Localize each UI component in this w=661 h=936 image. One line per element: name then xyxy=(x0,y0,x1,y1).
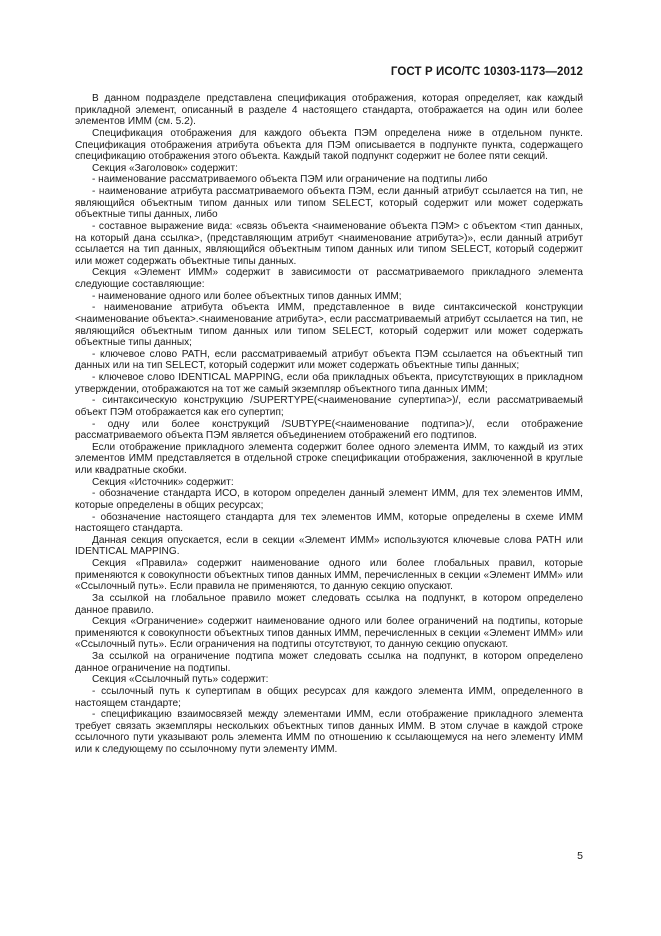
paragraph: - наименование атрибута рассматриваемого объекта ПЭМ, если данный атрибут ссылается на тип, не являющийся объектным типом данных или типом SELECT, который содержит или может содержать объектные типы данных, либо xyxy=(75,186,583,221)
paragraph: - одну или более конструкций /SUBTYPE(<наименование подтипа>)/, если отображение рассматриваемого объекта ПЭМ является объединением отображений его подтипов. xyxy=(75,418,583,442)
paragraph: Секция «Элемент ИММ» содержит в зависимости от рассматриваемого прикладного элемента следующие составляющие: xyxy=(75,267,583,290)
paragraph: Секция «Ограничение» содержит наименование одного или более ограничений на подтипы, которые применяются к совокупности объектных типов данных ИММ, перечисленных в секции «Элемент ИММ» или «Ссылочный путь». Если ограничения на подтипы отсутствуют, то данную секцию опускают. xyxy=(75,616,583,651)
paragraph: Если отображение прикладного элемента содержит более одного элемента ИММ, то каждый из этих элементов ИММ представляется в отдельной строке спецификации отображения, заключенной в круглые или квадратные скобки. xyxy=(75,441,583,476)
paragraph: - наименование рассматриваемого объекта ПЭМ или ограничение на подтипы либо xyxy=(92,174,488,186)
paragraph: Спецификация отображения для каждого объекта ПЭМ определена ниже в отдельном пункте. Спецификация отображения атрибута объекта для ПЭМ описывается в подпункте пункта, содержащего спецификацию отображения этого объекта. Каждый такой подпункт содержит не более пяти секций. xyxy=(75,127,583,163)
paragraph: Данная секция опускается, если в секции «Элемент ИММ» используются ключевые слова PATH или IDENTICAL MAPPING. xyxy=(75,534,583,558)
paragraph: Секция «Ссылочный путь» содержит: xyxy=(92,674,269,686)
page-number: 5 xyxy=(577,850,583,862)
paragraph: - ключевое слово PATH, если рассматриваемый атрибут объекта ПЭМ ссылается на объектный тип данных или на тип SELECT, который содержит или может содержать объектные типы данных; xyxy=(75,348,583,372)
paragraph: За ссылкой на глобальное правило может следовать ссылка на подпункт, в котором определено данное правило. xyxy=(75,592,583,616)
paragraph: Секция «Заголовок» содержит: xyxy=(92,162,238,174)
paragraph: - спецификацию взаимосвязей между элементами ИММ, если отображение прикладного элемента требует связать экземпляры нескольких объектных типов данных ИММ. В этом случае в каждой строке ссылочного пути указывают роль элемента ИММ по отношению к ссылающемуся на него элементу ИММ или к следующему по ссылочному пути элементу ИММ. xyxy=(75,709,583,755)
paragraph: - наименование одного или более объектных типов данных ИММ; xyxy=(92,290,402,302)
paragraph: - ссылочный путь к супертипам в общих ресурсах для каждого элемента ИММ, определенного в настоящем стандарте; xyxy=(75,685,583,709)
paragraph: - синтаксическую конструкцию /SUPERTYPE(<наименование супертипа>)/, если рассматриваемый объект ПЭМ отображается как его супертип; xyxy=(75,395,583,418)
document-header: ГОСТ Р ИСО/ТС 10303-1173—2012 xyxy=(390,66,583,78)
document-body xyxy=(75,93,583,756)
paragraph: Секция «Правила» содержит наименование одного или более глобальных правил, которые применяются к совокупности объектных типов данных ИММ, перечисленных в секции «Элемент ИММ» или «Ссылочный путь». Если правила не применяются, то данную секцию опускают. xyxy=(75,558,583,593)
paragraph: В данном подразделе представлена спецификация отображения, которая определяет, как каждый прикладной элемент, описанный в разделе 4 настоящего стандарта, отображается на один или более элементов ИММ (см. 5.2). xyxy=(75,93,583,128)
paragraph: - ключевое слово IDENTICAL MAPPING, если оба прикладных объекта, присутствующих в прикладном утверждении, отображаются на тот же самый экземпляр объектного типа данных ИММ; xyxy=(75,372,583,395)
paragraph: Секция «Источник» содержит: xyxy=(92,476,234,488)
paragraph: - обозначение настоящего стандарта для тех элементов ИММ, которые определены в схеме ИММ настоящего стандарта. xyxy=(75,511,583,535)
paragraph: - обозначение стандарта ИСО, в котором определен данный элемент ИММ, для тех элементов ИММ, которые определены в общих ресурсах; xyxy=(75,488,583,511)
paragraph: - составное выражение вида: «связь объекта <наименование объекта ПЭМ> с объектом <тип данных, на который дана ссылка>, (представляющим атрибут <наименование атрибута>)», если данный атрибут ссылается на тип данных, являющийся объектным типом данных или типом SELECT, который содержит или может содержать объектные типы данных. xyxy=(75,220,583,267)
paragraph: За ссылкой на ограничение подтипа может следовать ссылка на подпункт, в котором определено данное ограничение на подтипы. xyxy=(75,651,583,674)
paragraph: - наименование атрибута объекта ИММ, представленное в виде синтаксической конструкции <наименование объекта>.<наименование атрибута>, если рассматриваемый атрибут ссылается на тип, не являющийся объектным типом данных или типом SELECT, который содержит или может содержать объектные типы данных; xyxy=(75,302,583,349)
